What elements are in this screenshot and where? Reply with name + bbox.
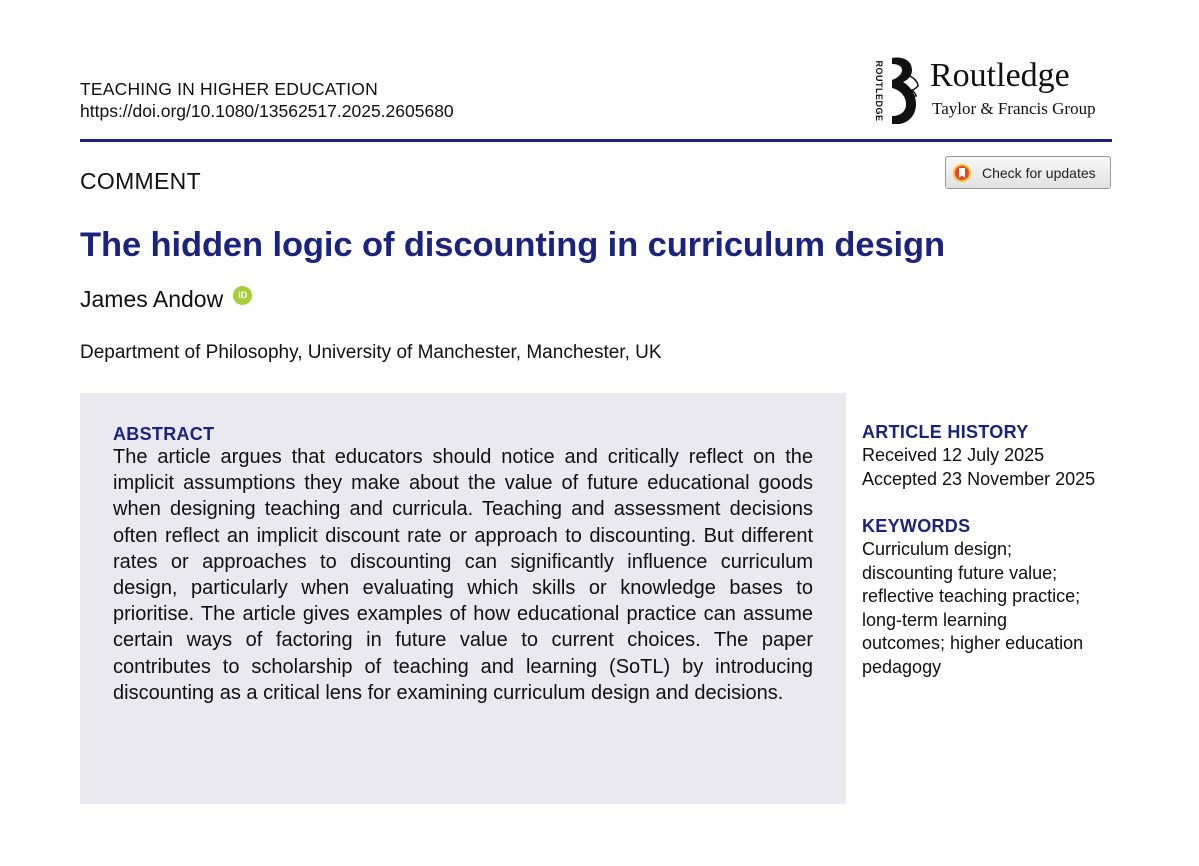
abstract-heading: ABSTRACT: [113, 424, 215, 444]
keyword-line: Curriculum design;: [862, 539, 1013, 559]
article-title: The hidden logic of discounting in curriculum design: [80, 226, 945, 264]
check-for-updates-button[interactable]: [945, 156, 1111, 189]
publisher-group: Taylor & Francis Group: [932, 99, 1096, 118]
article-history: [862, 421, 1122, 491]
abstract-box: [80, 393, 846, 804]
article-history-heading: ARTICLE HISTORY: [862, 422, 1029, 442]
header-divider: [80, 139, 1112, 142]
journal-name: TEACHING IN HIGHER EDUCATION: [80, 79, 378, 99]
publisher-name: Routledge: [930, 57, 1070, 94]
keyword-line: discounting future value;: [862, 562, 1058, 583]
check-updates-label: Check for updates: [982, 164, 1096, 181]
check-updates-icon: [952, 163, 972, 183]
author-affiliation: Department of Philosophy, University of Manchester, Manchester, UK: [80, 342, 662, 363]
publisher-logo: [872, 56, 1112, 126]
author-row: [80, 284, 252, 314]
keywords: [862, 515, 1122, 679]
orcid-icon[interactable]: iD: [233, 286, 252, 305]
author-name[interactable]: James Andow: [80, 286, 224, 312]
keyword-line: long-term learning: [862, 609, 1008, 630]
article-type: COMMENT: [80, 168, 201, 194]
doi-link[interactable]: https://doi.org/10.1080/13562517.2025.2605680: [80, 101, 454, 121]
keyword-line: outcomes; higher education: [862, 633, 1084, 653]
keywords-heading: KEYWORDS: [862, 516, 971, 536]
keyword-line: pedagogy: [862, 656, 942, 677]
received-date: Received 12 July 2025: [862, 445, 1045, 465]
journal-header: [80, 78, 454, 122]
publisher-vertical-text: ROUTLEDGE: [874, 60, 884, 122]
routledge-logo-icon: [888, 56, 922, 126]
abstract-text: The article argues that educators should notice and critically reflect on the implicit assumptions they make about the value of future educational goods when designing teaching and curricula. Teaching and assessment decisions often reflect an implicit discount rate or approach to discounting. But different rates or approaches to discounting can significantly influence curriculum design, particularly when evaluating which skills or knowledge bases to prioritise. The article gives examples of how educational practice can assume certain ways of factoring in future value to current choices. The paper contributes to scholarship of teaching and learning (SoTL) by introducing discounting as a critical lens for examining curriculum design and decisions.: [113, 446, 813, 704]
keyword-line: reflective teaching practice;: [862, 586, 1081, 606]
article-sidebar: [862, 421, 1122, 679]
accepted-date: Accepted 23 November 2025: [862, 468, 1096, 489]
